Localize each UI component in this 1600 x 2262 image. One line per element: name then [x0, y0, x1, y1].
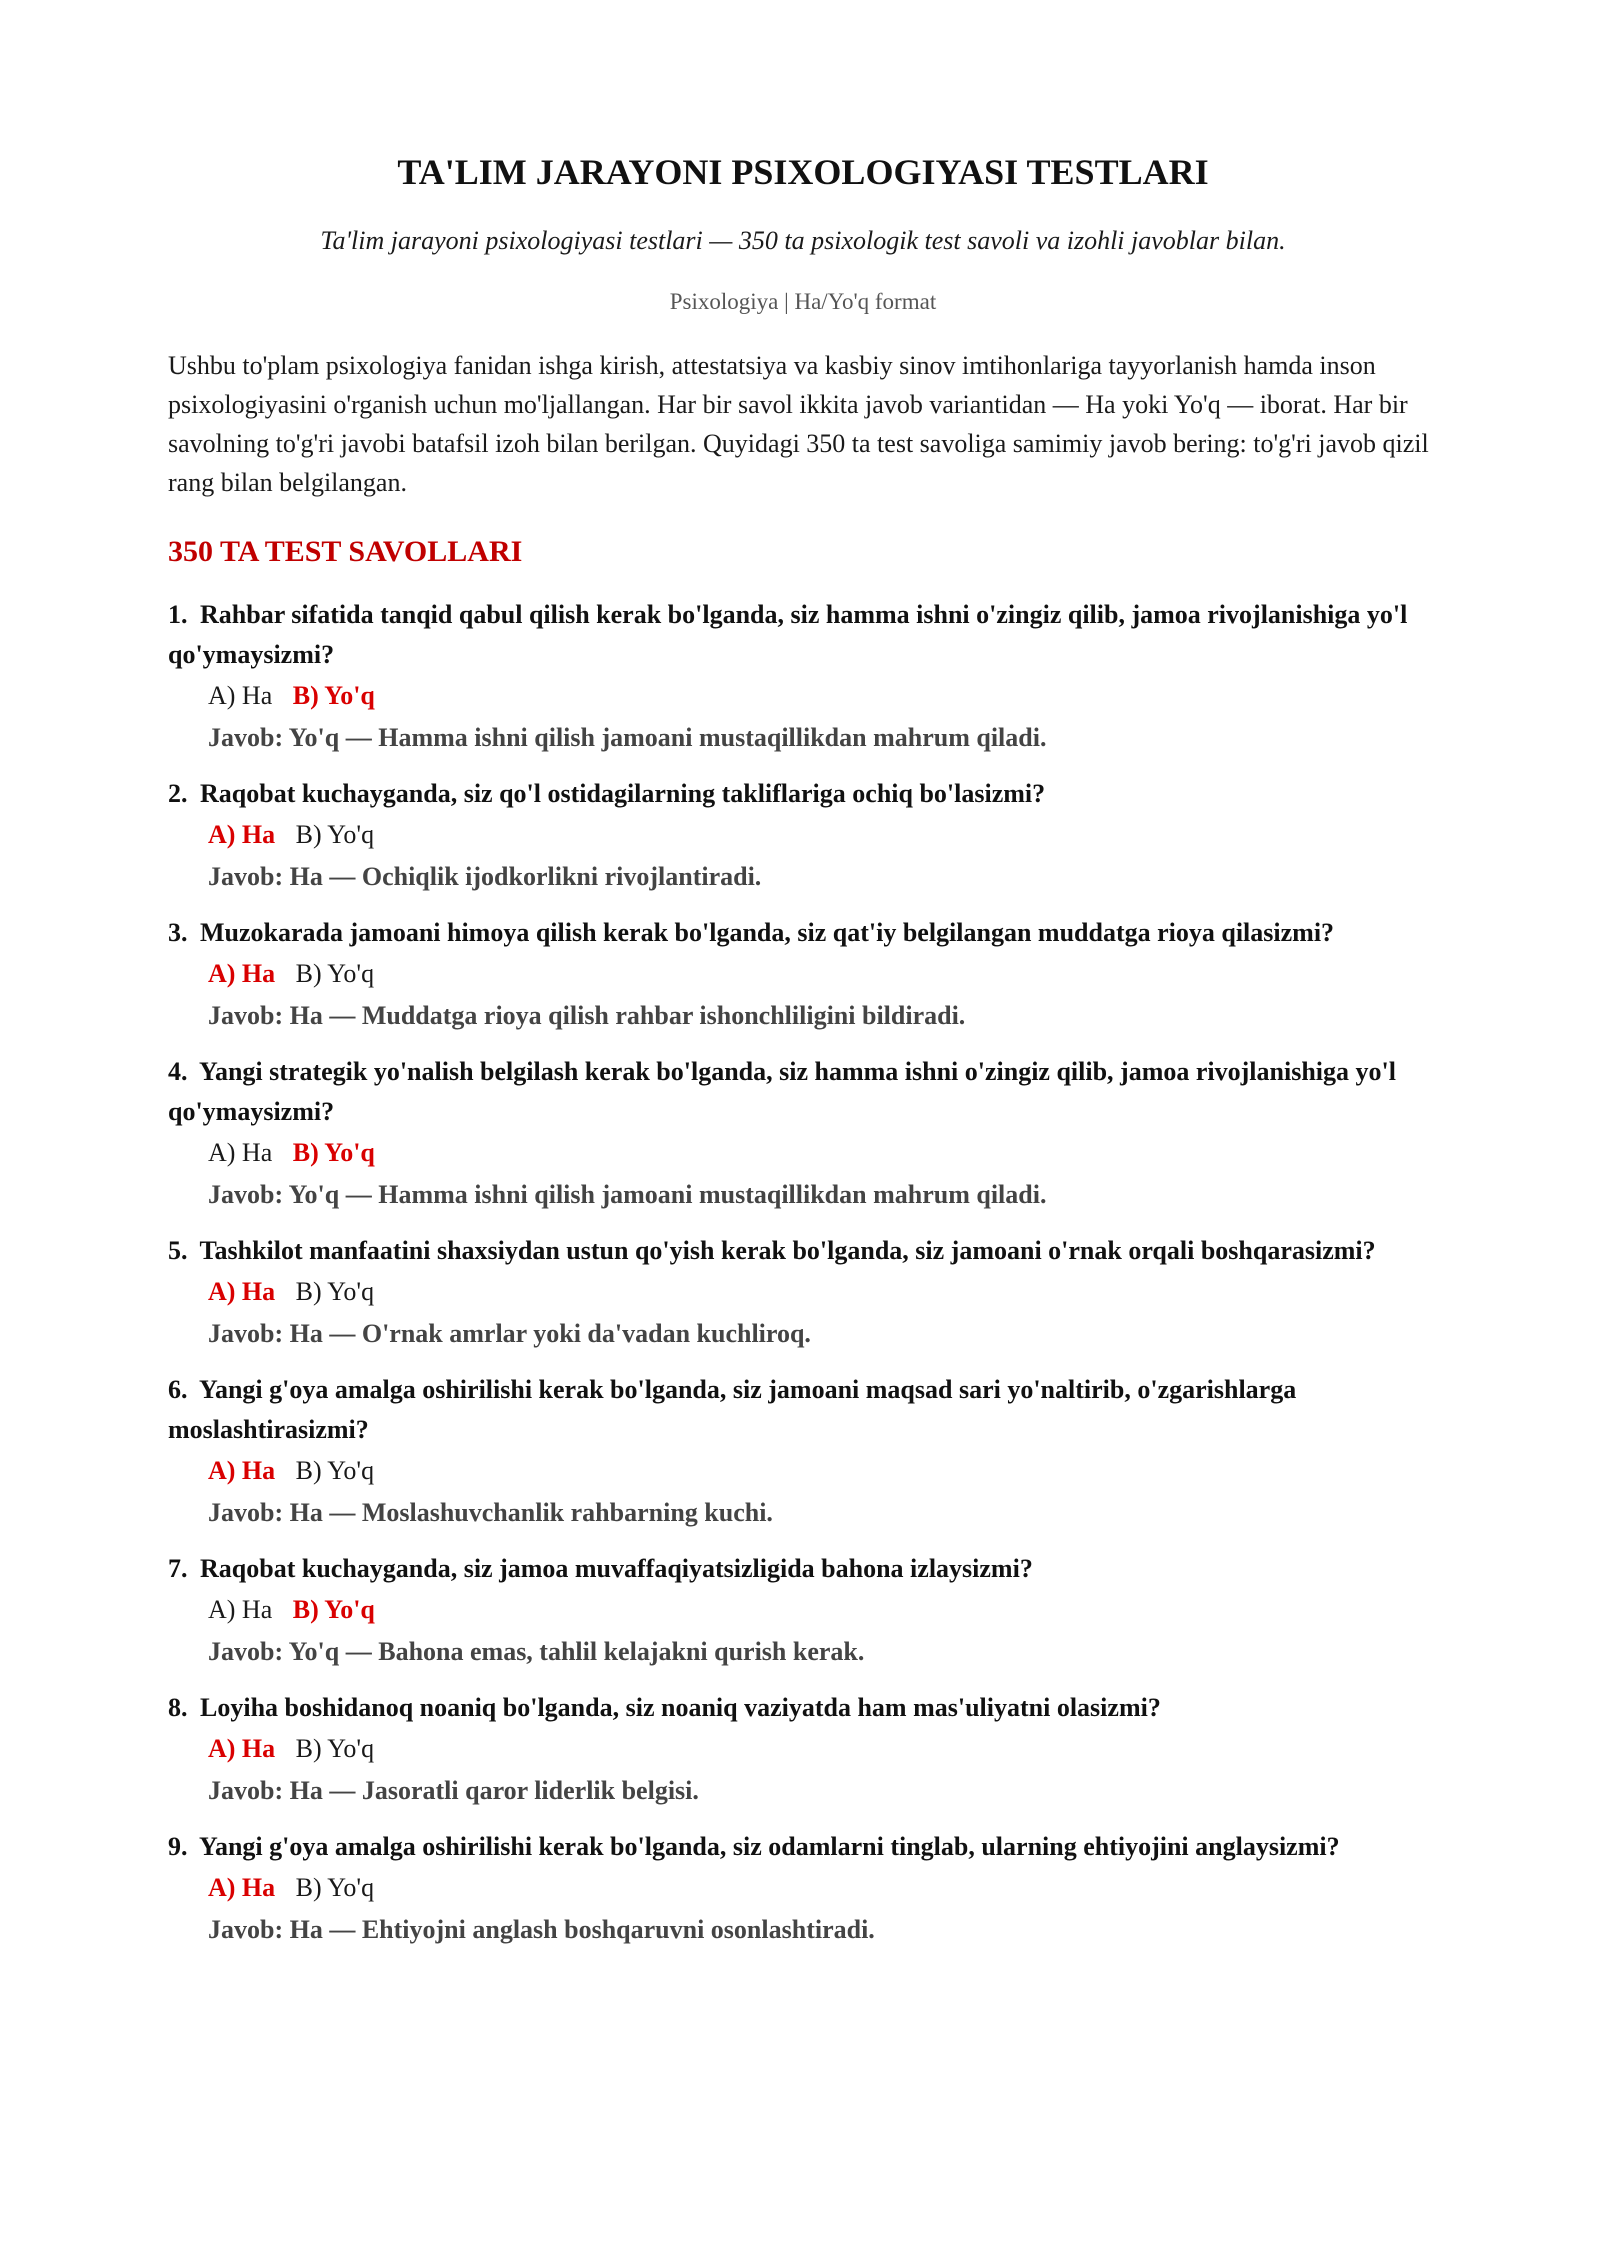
question-number: 8.	[168, 1693, 188, 1722]
option-b[interactable]: B) Yo'q	[295, 959, 375, 988]
answer-explanation: Javob: Yo'q — Hamma ishni qilish jamoani mustaqillikdan mahrum qiladi.	[208, 1180, 1047, 1209]
question-text	[168, 913, 1438, 953]
question-text	[168, 595, 1438, 675]
option-b[interactable]: B) Yo'q	[292, 681, 375, 710]
option-a[interactable]: A) Ha	[208, 1734, 276, 1763]
question-number: 6.	[168, 1375, 188, 1404]
options-row	[168, 1867, 1438, 1909]
question-text	[168, 1052, 1438, 1132]
option-b[interactable]: B) Yo'q	[295, 1873, 375, 1902]
option-b[interactable]: B) Yo'q	[292, 1595, 375, 1624]
document-meta: Psixologiya | Ha/Yo'q format	[669, 289, 937, 314]
option-a[interactable]: A) Ha	[208, 1595, 273, 1624]
option-b[interactable]: B) Yo'q	[295, 820, 375, 849]
option-b[interactable]: B) Yo'q	[295, 1456, 375, 1485]
question-number: 2.	[168, 779, 188, 808]
options-row	[168, 1132, 1438, 1174]
question-item	[168, 1688, 1438, 1812]
answer-explanation: Javob: Ha — Muddatga rioya qilish rahbar ishonchliligini bildiradi.	[208, 1001, 966, 1030]
document-subtitle: Ta'lim jarayoni psixologiyasi testlari — 350 ta psixologik test savoli va izohli javoblar bilan.	[320, 226, 1286, 255]
option-a[interactable]: A) Ha	[208, 959, 276, 988]
question-number: 9.	[168, 1832, 188, 1861]
answer-explanation: Javob: Ha — Ehtiyojni anglash boshqaruvni osonlashtiradi.	[208, 1915, 875, 1944]
option-a[interactable]: A) Ha	[208, 1277, 276, 1306]
answer-explanation: Javob: Ha — O'rnak amrlar yoki da'vadan kuchliroq.	[208, 1319, 811, 1348]
question-number: 3.	[168, 918, 188, 947]
question-item	[168, 1052, 1438, 1216]
question-item	[168, 595, 1438, 759]
question-number: 1.	[168, 600, 188, 629]
option-a[interactable]: A) Ha	[208, 681, 273, 710]
answer-explanation: Javob: Yo'q — Bahona emas, tahlil kelajakni qurish kerak.	[208, 1637, 865, 1666]
question-body: Yangi strategik yo'nalish belgilash kerak bo'lganda, siz hamma ishni o'zingiz qilib, jamoa rivojlanishiga yo'l qo'ymaysizmi?	[168, 1057, 1396, 1126]
question-item	[168, 1231, 1438, 1355]
option-a[interactable]: A) Ha	[208, 820, 276, 849]
option-b[interactable]: B) Yo'q	[295, 1277, 375, 1306]
options-row	[168, 1450, 1438, 1492]
options-row	[168, 675, 1438, 717]
options-row	[168, 953, 1438, 995]
question-text	[168, 1370, 1438, 1450]
answer-explanation: Javob: Yo'q — Hamma ishni qilish jamoani mustaqillikdan mahrum qiladi.	[208, 723, 1047, 752]
options-row	[168, 1271, 1438, 1313]
options-row	[168, 1589, 1438, 1631]
question-number: 7.	[168, 1554, 188, 1583]
question-list	[168, 595, 1438, 1951]
options-row	[168, 1728, 1438, 1770]
question-number: 5.	[168, 1236, 188, 1265]
document-title: TA'LIM JARAYONI PSIXOLOGIYASI TESTLARI	[397, 152, 1209, 192]
question-item	[168, 913, 1438, 1037]
document-page	[168, 150, 1438, 1966]
option-a[interactable]: A) Ha	[208, 1138, 273, 1167]
option-b[interactable]: B) Yo'q	[292, 1138, 375, 1167]
question-item	[168, 1827, 1438, 1951]
answer-explanation: Javob: Ha — Jasoratli qaror liderlik belgisi.	[208, 1776, 699, 1805]
option-b[interactable]: B) Yo'q	[295, 1734, 375, 1763]
question-body: Loyiha boshidanoq noaniq bo'lganda, siz noaniq vaziyatda ham mas'uliyatni olasizmi?	[200, 1693, 1161, 1722]
question-item	[168, 774, 1438, 898]
answer-explanation: Javob: Ha — Ochiqlik ijodkorlikni rivojlantiradi.	[208, 862, 762, 891]
question-text	[168, 1231, 1438, 1271]
question-number: 4.	[168, 1057, 188, 1086]
question-item	[168, 1370, 1438, 1534]
question-item	[168, 1549, 1438, 1673]
question-body: Yangi g'oya amalga oshirilishi kerak bo'lganda, siz jamoani maqsad sari yo'naltirib, o'zgarishlarga moslashtirasizmi?	[168, 1375, 1297, 1444]
question-text	[168, 1549, 1438, 1589]
option-a[interactable]: A) Ha	[208, 1456, 276, 1485]
options-row	[168, 814, 1438, 856]
question-body: Raqobat kuchayganda, siz qo'l ostidagilarning takliflariga ochiq bo'lasizmi?	[200, 779, 1046, 808]
question-body: Rahbar sifatida tanqid qabul qilish kerak bo'lganda, siz hamma ishni o'zingiz qilib, jamoa rivojlanishiga yo'l qo'ymaysizmi?	[168, 600, 1408, 669]
question-text	[168, 1827, 1438, 1867]
question-text	[168, 1688, 1438, 1728]
option-a[interactable]: A) Ha	[208, 1873, 276, 1902]
section-title: 350 TA TEST SAVOLLARI	[168, 535, 523, 568]
question-body: Muzokarada jamoani himoya qilish kerak bo'lganda, siz qat'iy belgilangan muddatga rioya qilasizmi?	[200, 918, 1335, 947]
question-body: Tashkilot manfaatini shaxsiydan ustun qo'yish kerak bo'lganda, siz jamoani o'rnak orqali boshqarasizmi?	[199, 1236, 1376, 1265]
question-body: Yangi g'oya amalga oshirilishi kerak bo'lganda, siz odamlarni tinglab, ularning ehtiyojini anglaysizmi?	[199, 1832, 1340, 1861]
answer-explanation: Javob: Ha — Moslashuvchanlik rahbarning kuchi.	[208, 1498, 773, 1527]
question-body: Raqobat kuchayganda, siz jamoa muvaffaqiyatsizligida bahona izlaysizmi?	[200, 1554, 1033, 1583]
question-text	[168, 774, 1438, 814]
intro-paragraph: Ushbu to'plam psixologiya fanidan ishga kirish, attestatsiya va kasbiy sinov imtihonlariga tayyorlanish hamda inson psixologiyasini o'rganish uchun mo'ljallangan. Har bir savol ikkita javob variantidan — Ha yoki Yo'q — iborat. Har bir savolning to'g'ri javobi batafsil izoh bilan berilgan. Quyidagi 350 ta test savoliga samimiy javob bering: to'g'ri javob qizil rang bilan belgilangan.	[168, 351, 1429, 497]
